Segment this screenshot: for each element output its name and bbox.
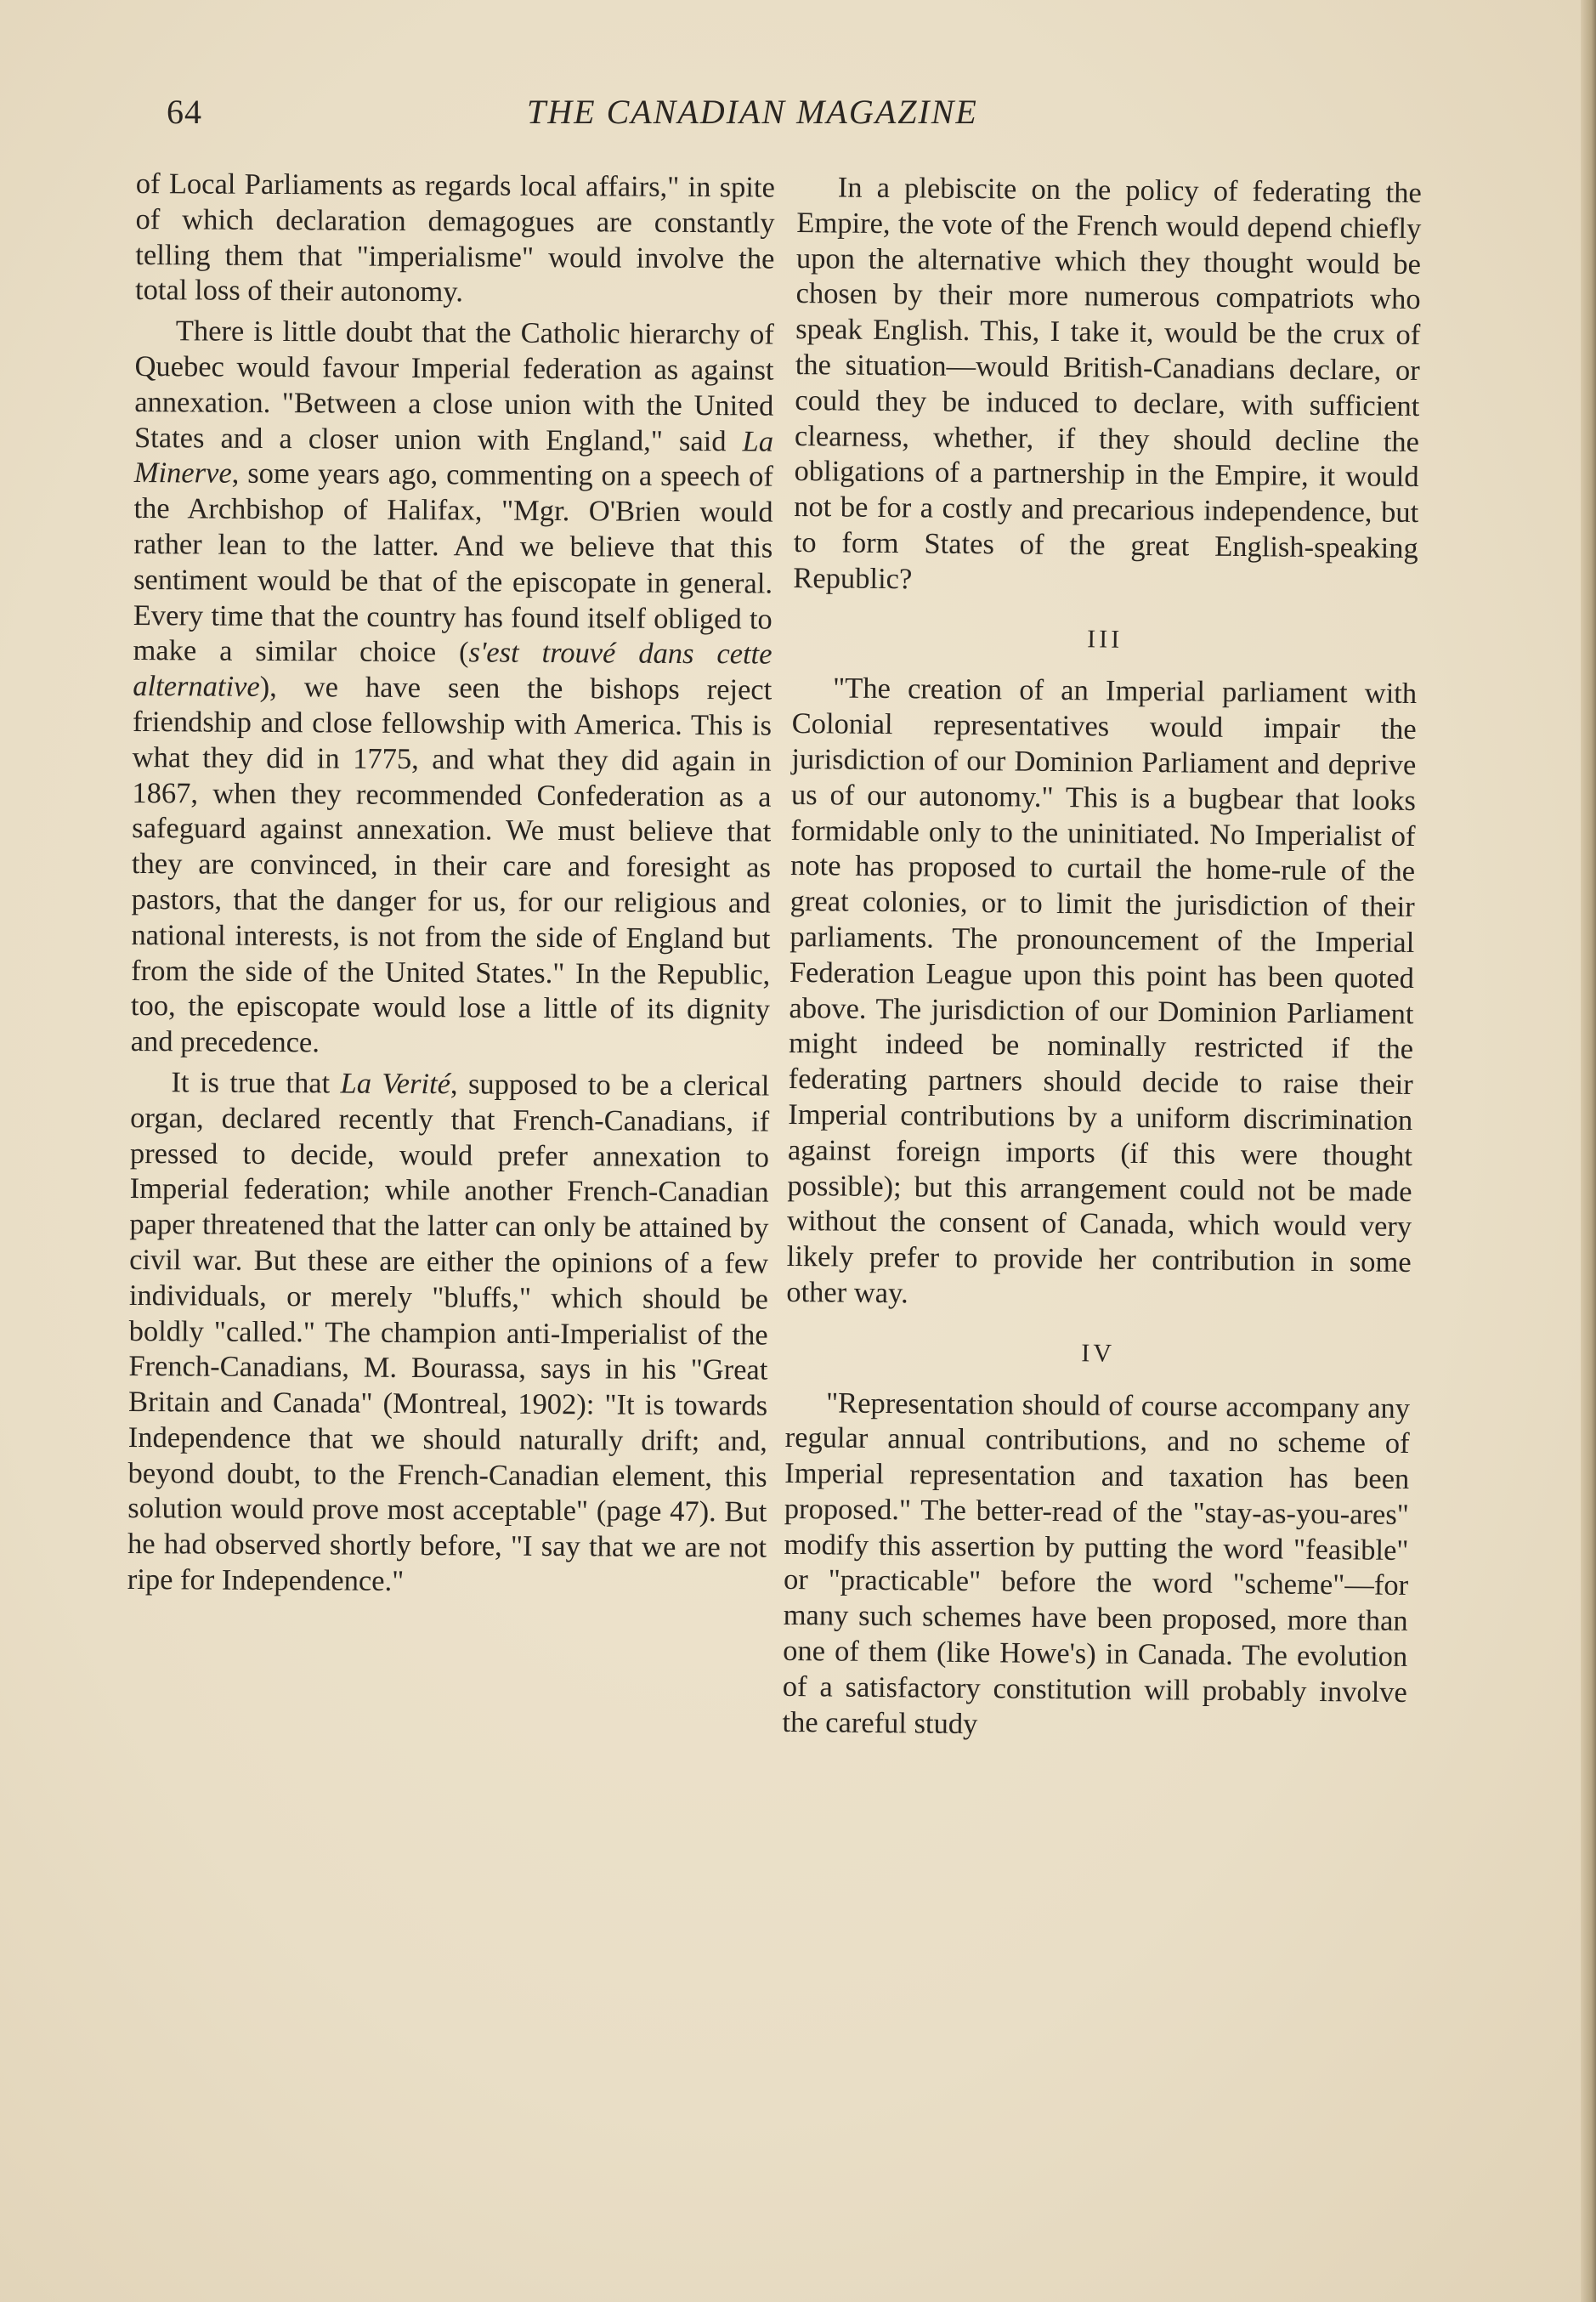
section-heading-iii: III bbox=[1087, 624, 1123, 654]
newspaper-name: La Verité bbox=[340, 1067, 451, 1101]
paragraph: of Local Parliaments as regards local affairs," in spite of which declaration demagogues are constantly telling them that "imperialisme" would involve the total loss of their autonomy. bbox=[134, 167, 775, 309]
paragraph-text: , supposed to be a clerical organ, declared recently that French-Canadians, if pressed to decide, would prefer annexation to Imperial federation; while another French-Canadian paper threatened that the latter can only be attained by civil war. But these are either the opinions of a few individuals, or merely "bluffs," which should be boldly "called." The champion anti-Imperialist of the French-Canadians, M. Bourassa, says in his "Great Britain and Canada" (Montreal, 1902): "It is towards Independence that we should naturally drift; and, beyond doubt, to the French-Canadian element, this solution would prove most acceptable" (page 47). But he had observed shortly before, "I say that we are not ripe for Independence." bbox=[127, 1068, 770, 1598]
paragraph: In a plebiscite on the policy of federating the Empire, the vote of the French would depend chiefly upon the alternative which they thought would be chosen by their more numerous compatriots who speak English. This, I take it, would be the crux of the situation—would British-Canadians declare, or could they be induced to declare, with sufficient clearness, whether, if they should decline the obligations of a partnership in the Empire, it would not be for a costly and precarious independence, but to form States of the great English-speaking Republic? bbox=[793, 171, 1422, 596]
section-heading-iv: IV bbox=[1081, 1338, 1116, 1368]
left-column bbox=[127, 167, 775, 1602]
paragraph: "Representation should of course accompany any regular annual contributions, and no scheme of Imperial representation and taxation has been proposed." The better-read of the "stay-as-you-ares" modify this assertion by putting the word "feasible" or "practicable" before the word "scheme"—for many such schemes have been proposed, more than one of them (like Howe's) in Canada. The evolution of a satisfactory constitution will probably involve the careful study bbox=[782, 1386, 1411, 1740]
right-column bbox=[782, 170, 1422, 1746]
paragraph: "The creation of an Imperial parliament with Colonial representatives would impair the jurisdiction of our Dominion Parliament and deprive us of our autonomy." This is a bugbear that looks formidable only to the uninitiated. No Imperialist of note has proposed to curtail the home-rule of the great colonies, or to limit the jurisdiction of their parliaments. The pronouncement of the Imperial Federation League upon this point has been quoted above. The jurisdiction of our Dominion Parliament might indeed be nominally restricted if the federating partners should decide to raise their Imperial contributions by a uniform discrimination against foreign imports (if this were thought possible); but this arrangement could not be made without the consent of Canada, which would very likely prefer to provide her contribution in some other way. bbox=[786, 672, 1418, 1310]
paragraph-text: It is true that bbox=[171, 1066, 341, 1100]
page-edge bbox=[1581, 0, 1596, 2302]
running-title: THE CANADIAN MAGAZINE bbox=[527, 93, 978, 131]
paragraph-text: , some years ago, commenting on a speech of the Archbishop of Halifax, "Mgr. O'Brien would rather lean to the latter. And we believe that this sentiment would be that of the episcopate in general. Every time that the country has found itself obliged to make a similar choice ( bbox=[133, 457, 773, 669]
page-number: 64 bbox=[167, 93, 202, 131]
page-header bbox=[0, 92, 1596, 143]
paragraph-text: There is little doubt that the Catholic hierarchy of Quebec would favour Imperial federation as against annexation. "Between a close union with the United States and a closer union with England," said bbox=[133, 315, 774, 457]
french-phrase: s'est trouvé dans cette alternative bbox=[133, 636, 773, 704]
paragraph-text: ), we have seen the bishops reject friendship and close fellowship with America. This is what they did in 1775, and what they did again in 1867, when they recommended Confederation as a safeguard against annexation. We must believe that they are convinced, in their care and foresight as pastors, that the danger for us, for our religious and national interests, is not from the side of England but from the side of the United States." In the Republic, too, the episcopate would lose a little of its dignity and precedence. bbox=[130, 671, 773, 1059]
paragraph bbox=[131, 314, 774, 1063]
newspaper-name: La Minerve bbox=[133, 424, 774, 490]
paragraph bbox=[127, 1065, 770, 1602]
